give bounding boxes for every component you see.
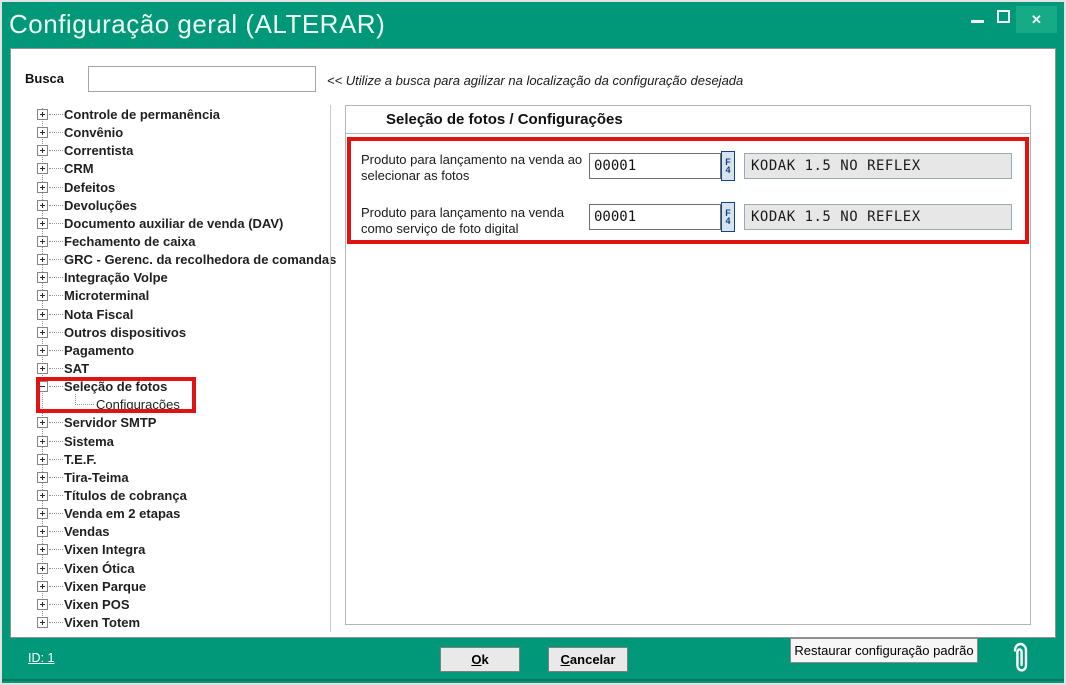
- expand-icon[interactable]: [37, 236, 48, 247]
- window-bottom-edge: [2, 679, 1064, 681]
- expand-icon[interactable]: [37, 436, 48, 447]
- tree-item[interactable]: [36, 179, 326, 197]
- tree-item[interactable]: [36, 287, 326, 305]
- tree-item[interactable]: [36, 614, 326, 632]
- tree-item-label: Sistema: [64, 433, 114, 449]
- minimize-icon[interactable]: [971, 20, 984, 23]
- tree-item[interactable]: [36, 414, 326, 432]
- expand-icon[interactable]: [37, 327, 48, 338]
- search-hint: << Utilize a busca para agilizar na localização da configuração desejada: [327, 73, 744, 88]
- config-tree: [36, 106, 337, 633]
- panel-header: [346, 106, 1030, 134]
- record-id-link[interactable]: ID: 1: [28, 651, 55, 665]
- paperclip-icon: [1006, 637, 1034, 679]
- tree-connector: [49, 477, 63, 478]
- tree-item-label: Vixen POS: [64, 596, 130, 612]
- tree-item[interactable]: [36, 215, 326, 233]
- search-label: Busca: [25, 71, 65, 86]
- tree-connector: [49, 187, 63, 188]
- expand-icon[interactable]: [37, 526, 48, 537]
- tree-item-label: Tira-Teima: [64, 469, 129, 485]
- cancel-button[interactable]: Cancelar: [548, 647, 628, 672]
- tree-item[interactable]: [36, 360, 326, 378]
- tree-item[interactable]: [36, 233, 326, 251]
- tree-item[interactable]: [36, 251, 337, 269]
- expand-icon[interactable]: [37, 563, 48, 574]
- tree-connector: [49, 295, 63, 296]
- tree-connector: [75, 394, 94, 405]
- tree-item[interactable]: [36, 124, 326, 142]
- search-input[interactable]: [88, 66, 316, 92]
- tree-connector: [49, 495, 63, 496]
- tree-item-label: Venda em 2 etapas: [64, 506, 181, 522]
- tree-item[interactable]: [36, 469, 326, 487]
- tree-item-label: Pagamento: [64, 342, 135, 358]
- expand-icon[interactable]: [37, 544, 48, 555]
- product-code-input-photo-sale[interactable]: [589, 153, 721, 179]
- tree-item[interactable]: [36, 433, 326, 451]
- expand-icon[interactable]: [37, 163, 48, 174]
- tree-item-label: Controle de permanência: [64, 107, 221, 122]
- expand-icon[interactable]: [37, 109, 48, 120]
- expand-icon[interactable]: [37, 508, 48, 519]
- tree-item-label: SAT: [64, 360, 90, 376]
- product-description-digital-service: KODAK 1.5 NO REFLEX: [744, 204, 1012, 230]
- tree-item[interactable]: [36, 487, 326, 505]
- tree-connector: [49, 205, 63, 206]
- tree-item-label: Correntista: [64, 143, 134, 159]
- tree-item-label: Documento auxiliar de venda (DAV): [64, 215, 284, 231]
- tree-item[interactable]: [36, 451, 326, 469]
- collapse-icon[interactable]: [37, 381, 48, 392]
- tree-connector: [49, 241, 63, 242]
- tree-connector: [49, 277, 63, 278]
- tree-item-label: Convênio: [64, 125, 124, 141]
- panel-title: Seleção de fotos / Configurações: [386, 111, 623, 128]
- f4-lookup-button[interactable]: F 4: [721, 151, 735, 181]
- expand-icon[interactable]: [37, 272, 48, 283]
- expand-icon[interactable]: [37, 472, 48, 483]
- expand-icon[interactable]: [37, 145, 48, 156]
- tree-connector: [49, 223, 63, 224]
- tree-item-label: Fechamento de caixa: [64, 233, 196, 249]
- tree-item[interactable]: [36, 523, 326, 541]
- tree-item[interactable]: [36, 596, 326, 614]
- tree-item-label: Vixen Ótica: [64, 560, 135, 576]
- tree-connector: [49, 531, 63, 532]
- product-description-photo-sale: KODAK 1.5 NO REFLEX: [744, 153, 1012, 179]
- tree-connector: [49, 132, 63, 133]
- tree-item-label: Servidor SMTP: [64, 415, 157, 431]
- tree-item[interactable]: [36, 396, 326, 414]
- tree-item-label: Outros dispositivos: [64, 324, 187, 340]
- tree-item-label: Vixen Integra: [64, 542, 146, 558]
- expand-icon[interactable]: [37, 182, 48, 193]
- tree-item-label: Seleção de fotos: [64, 379, 168, 395]
- tree-item-label: Defeitos: [64, 179, 116, 195]
- expand-icon[interactable]: [37, 290, 48, 301]
- tree-item-label: Integração Volpe: [64, 270, 168, 286]
- tree-connector: [49, 368, 63, 369]
- tree-item[interactable]: [36, 142, 326, 160]
- tree-connector: [49, 513, 63, 514]
- expand-icon[interactable]: [37, 599, 48, 610]
- tree-item[interactable]: [36, 269, 326, 287]
- expand-icon[interactable]: [37, 617, 48, 628]
- tree-item[interactable]: [36, 197, 326, 215]
- restore-default-config-button[interactable]: Restaurar configuração padrão: [790, 638, 978, 663]
- expand-icon[interactable]: [37, 127, 48, 138]
- tree-item-label: Títulos de cobrança: [64, 487, 187, 503]
- tree-connector: [49, 350, 63, 351]
- expand-icon[interactable]: [37, 490, 48, 501]
- tree-item[interactable]: [36, 106, 326, 124]
- tree-item[interactable]: [36, 306, 326, 324]
- tree-connector: [49, 314, 63, 315]
- tree-connector: [49, 568, 63, 569]
- expand-icon[interactable]: [37, 345, 48, 356]
- tree-connector: [49, 150, 63, 151]
- tree-connector: [49, 259, 63, 260]
- expand-icon[interactable]: [37, 309, 48, 320]
- tree-item[interactable]: [36, 342, 326, 360]
- field-label-digital-service: Produto para lançamento na venda como serviço de foto digital: [361, 205, 565, 236]
- tree-connector: [49, 386, 63, 387]
- tree-connector: [49, 441, 63, 442]
- field-label-photo-sale: Produto para lançamento na venda ao selecionar as fotos: [361, 152, 583, 183]
- tree-connector: [49, 586, 63, 587]
- tree-item-label: Nota Fiscal: [64, 306, 134, 322]
- ok-button[interactable]: Ok: [440, 647, 520, 672]
- expand-icon[interactable]: [37, 363, 48, 374]
- tree-item-label: Vixen Totem: [64, 614, 141, 630]
- tree-connector: [49, 604, 63, 605]
- expand-icon[interactable]: [37, 218, 48, 229]
- tree-item[interactable]: [36, 578, 326, 596]
- tree-scrollbar[interactable]: [330, 105, 331, 632]
- tree-item-label: Vixen Parque: [64, 578, 147, 594]
- expand-icon[interactable]: [37, 200, 48, 211]
- tree-item[interactable]: [36, 560, 326, 578]
- tree-item[interactable]: [36, 160, 326, 178]
- close-icon[interactable]: ✕: [1016, 6, 1057, 33]
- expand-icon[interactable]: [37, 454, 48, 465]
- tree-connector: [49, 422, 63, 423]
- expand-icon[interactable]: [37, 254, 48, 265]
- title-bar: [0, 0, 1066, 48]
- tree-item-label: CRM: [64, 161, 94, 177]
- tree-connector: [49, 549, 63, 550]
- tree-connector: [49, 168, 63, 169]
- maximize-icon[interactable]: [997, 10, 1010, 23]
- window-title: Configuração geral (ALTERAR): [9, 9, 386, 39]
- tree-connector: [49, 332, 63, 333]
- tree-item-label: Configurações: [96, 397, 180, 413]
- tree-connector: [49, 114, 63, 115]
- settings-panel: [345, 105, 1031, 625]
- tree-connector: [49, 622, 63, 623]
- tree-item-label: T.E.F.: [64, 451, 97, 467]
- tree-item-label: Microterminal: [64, 288, 150, 304]
- tree-item-label: Devoluções: [64, 197, 137, 213]
- expand-icon[interactable]: [37, 417, 48, 428]
- tree-item[interactable]: [36, 541, 326, 559]
- product-code-input-digital-service[interactable]: [589, 204, 721, 230]
- tree-connector: [49, 459, 63, 460]
- tree-item[interactable]: [36, 505, 326, 523]
- expand-icon[interactable]: [37, 581, 48, 592]
- f4-lookup-button[interactable]: F 4: [721, 202, 735, 232]
- tree-item-label: Vendas: [64, 524, 110, 540]
- tree-item[interactable]: [36, 324, 326, 342]
- tree-item-label: GRC - Gerenc. da recolhedora de comandas: [64, 252, 337, 268]
